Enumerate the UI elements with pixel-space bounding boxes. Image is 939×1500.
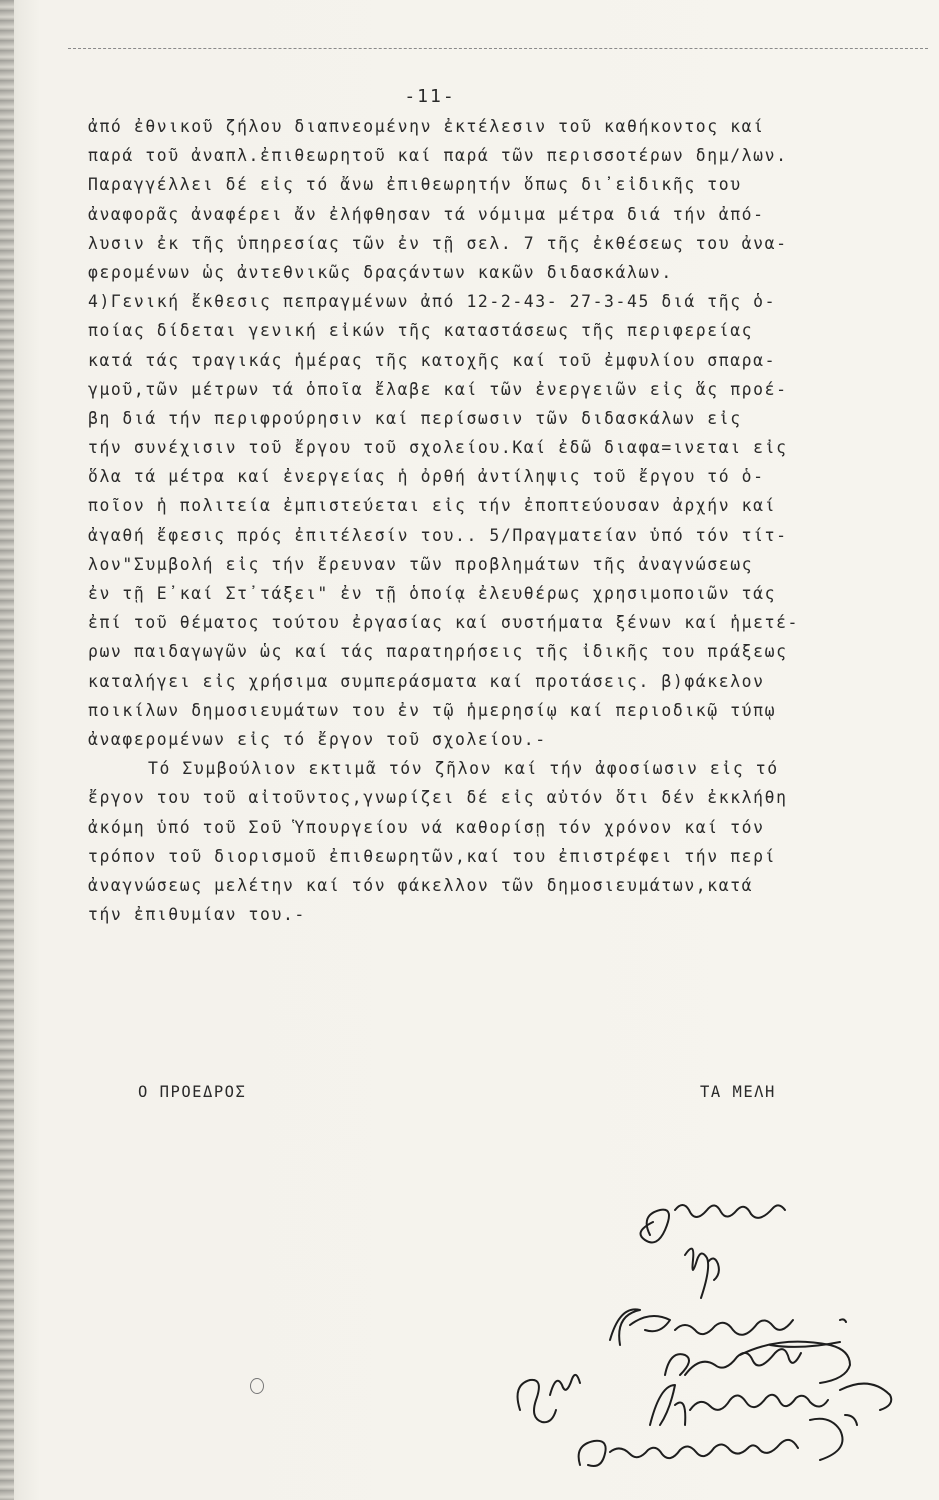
body-line: ποικίλων δημοσιευμάτων του ἐν τῷ ἡμερησίῳ καί περιοδικῷ τύπῳ (88, 700, 777, 720)
body-line: λον"Συμβολή εἰς τήν ἔρευναν τῶν προβλημάτων τῆς ἀναγνώσεως (88, 554, 754, 574)
body-line: γμοῦ,τῶν μέτρων τά ὁποῖα ἔλαβε καί τῶν ἐνεργειῶν εἰς ἅς προέ- (88, 379, 788, 399)
president-label: Ο ΠΡΟΕΔΡΟΣ (138, 1083, 247, 1101)
body-line: Παραγγέλλει δέ εἰς τό ἄνω ἐπιθεωρητήν ὅπως δι᾽εἰδικῆς του (88, 175, 742, 195)
body-line: τήν ἐπιθυμίαν του.- (88, 905, 306, 925)
body-line: ἀναφορᾶς ἀναφέρει ἄν ἐλήφθησαν τά νόμιμα μέτρα διά τήν ἀπό- (88, 204, 765, 224)
body-line: βη διά τήν περιφρούρησιν καί περίσωσιν τῶν διδασκάλων εἰς (88, 408, 742, 428)
top-rule (68, 48, 928, 49)
body-text (88, 112, 908, 929)
body-line: 4)Γενική ἔκθεσις πεπραγμένων ἀπό 12-2-43- 27-3-45 διά τῆς ὁ- (88, 292, 777, 312)
body-line: ρων παιδαγωγῶν ὡς καί τάς παρατηρήσεις τῆς ἰδικῆς του πράξεως (88, 642, 788, 662)
body-line: τήν συνέχισιν τοῦ ἔργου τοῦ σχολείου.Καί ἐδῶ διαφα=ινεται εἰς (88, 438, 788, 458)
signature-1 (641, 1205, 786, 1242)
body-line: λυσιν ἐκ τῆς ὑπηρεσίας τῶν ἐν τῇ σελ. 7 τῆς ἐκθέσεως του ἀνα- (88, 233, 788, 253)
signatures (480, 1180, 920, 1480)
body-line: ἀκόμη ὑπό τοῦ Σοῦ Ὑπουργείου νά καθορίσῃ τόν χρόνον καί τόν (88, 817, 765, 837)
body-line: ἀναγνώσεως μελέτην καί τόν φάκελλον τῶν δημοσιευμάτων,κατά (88, 875, 754, 895)
page-number: -11- (404, 86, 456, 107)
body-line: ἔργον του τοῦ αἰτοῦντος,γνωρίζει δέ εἰς αὐτόν ὅτι δέν ἐκκλήθη (88, 788, 788, 808)
body-line: ἀπό ἐθνικοῦ ζήλου διαπνεομένην ἐκτέλεσιν τοῦ καθήκοντος καί (88, 117, 765, 136)
body-line: ἀγαθή ἔφεσις πρός ἐπιτέλεσίν του.. 5/Πραγματείαν ὑπό τόν τίτ- (88, 525, 788, 545)
body-line: φερομένων ὡς ἀντεθνικῶς δραςάντων κακῶν διδασκάλων. (88, 262, 673, 282)
signature-5 (518, 1375, 580, 1422)
body-line: ἐν τῇ Ε᾽καί Στ᾽τάξει" ἐν τῇ ὁποίᾳ ἐλευθέρως χρησιμοποιῶν τάς (88, 584, 777, 603)
margin-mark (250, 1378, 264, 1394)
signature-7 (579, 1415, 857, 1466)
body-line: ἐπί τοῦ θέματος τούτου ἐργασίας καί συστήματα ξένων καί ἡμετέ- (88, 613, 800, 633)
body-line: ἀναφερομένων εἰς τό ἔργον τοῦ σχολείου.- (88, 729, 547, 749)
body-line: κατά τάς τραγικάς ἡμέρας τῆς κατοχῆς καί τοῦ ἐμφυλίου σπαρα- (88, 350, 777, 370)
body-line: τρόπον τοῦ διορισμοῦ ἐπιθεωρητῶν,καί του ἐπιστρέφει τήν περί (88, 846, 777, 866)
body-line: ὅλα τά μέτρα καί ἐνεργείας ἡ ὀρθή ἀντίληψις τοῦ ἔργου τό ὁ- (88, 467, 765, 487)
body-line: Τό Συμβούλιον εκτιμᾶ τόν ζῆλον καί τήν ἀφοσίωσιν εἰς τό (148, 759, 779, 779)
members-label: ΤΑ ΜΕΛΗ (700, 1083, 776, 1101)
signature-2 (685, 1249, 719, 1298)
binding-edge (0, 0, 14, 1500)
body-line: καταλήγει εἰς χρήσιμα συμπεράσματα καί προτάσεις. β)φάκελον (88, 671, 765, 691)
signature-4 (665, 1342, 850, 1383)
body-line: παρά τοῦ ἀναπλ.ἐπιθεωρητοῦ καί παρά τῶν περισσοτέρων δημ/λων. (88, 146, 788, 166)
body-line: ποίας δίδεται γενική εἰκών τῆς καταστάσεως τῆς περιφερείας (88, 321, 754, 341)
body-line: ποῖον ἡ πολιτεία ἐμπιστεύεται εἰς τήν ἐποπτεύουσαν ἀρχήν καί (88, 496, 777, 516)
